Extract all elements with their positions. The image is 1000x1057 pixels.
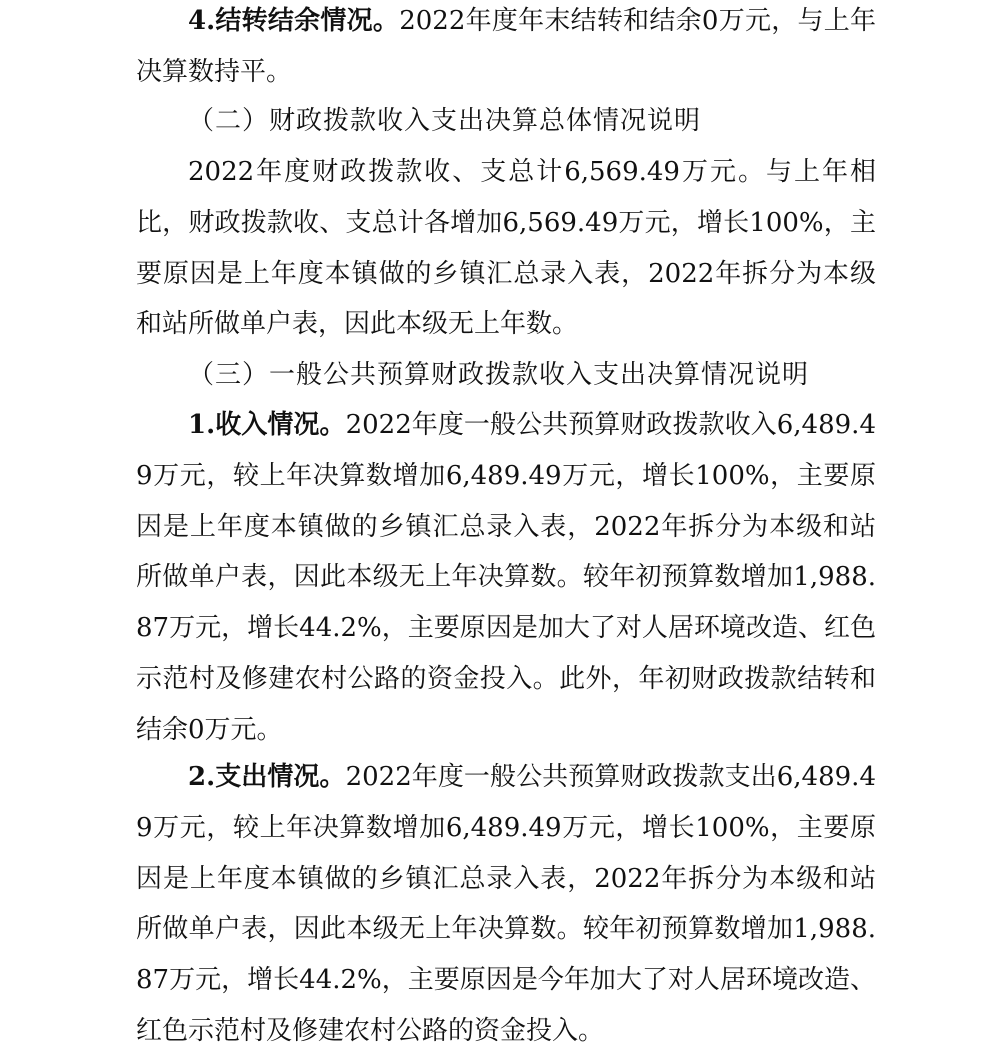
paragraph-expenditure (136, 752, 876, 1057)
paragraph-text: 2022年度一般公共预算财政拨款收入6,489.49万元，较上年决算数增加6,489.49万元，增长100%，主要原因是上年度本镇做的乡镇汇总录入表，2022年拆分为本级和站所做单户表，因此本级无上年决算数。较年初预算数增加1,988.87万元，增长44.2%，主要原因是加大了对人居环境改造、红色示范村及修建农村公路的资金投入。此外，年初财政拨款结转和结余0万元。 (136, 410, 876, 745)
paragraph-carryover-balance (136, 0, 876, 98)
paragraph-lead: 4.结转结余情况。 (188, 6, 400, 36)
paragraph-text: 2022年度一般公共预算财政拨款支出6,489.49万元，较上年决算数增加6,489.49万元，增长100%，主要原因是上年度本镇做的乡镇汇总录入表，2022年拆分为本级和站所做单户表，因此本级无上年决算数。较年初预算数增加1,988.87万元，增长44.2%，主要原因是今年加大了对人居环境改造、红色示范村及修建农村公路的资金投入。 (136, 762, 876, 1046)
section-heading-2: （二）财政拨款收入支出决算总体情况说明 (188, 106, 702, 136)
paragraph-text: 2022年度财政拨款收、支总计6,569.49万元。与上年相比，财政拨款收、支总计各增加6,569.49万元，增长100%，主要原因是上年度本镇做的乡镇汇总录入表，2022年拆分为本级和站所做单户表，因此本级无上年数。 (136, 157, 876, 340)
section-heading-3: （三）一般公共预算财政拨款收入支出决算情况说明 (188, 360, 810, 390)
paragraph-text: 2022年度年末结转和结余0万元，与上年决算数持平。 (136, 6, 876, 87)
paragraph-lead: 2.支出情况。 (188, 762, 346, 792)
paragraph-fiscal-overview (136, 147, 876, 350)
paragraph-lead: 1.收入情况。 (188, 410, 346, 440)
paragraph-income (136, 400, 876, 756)
